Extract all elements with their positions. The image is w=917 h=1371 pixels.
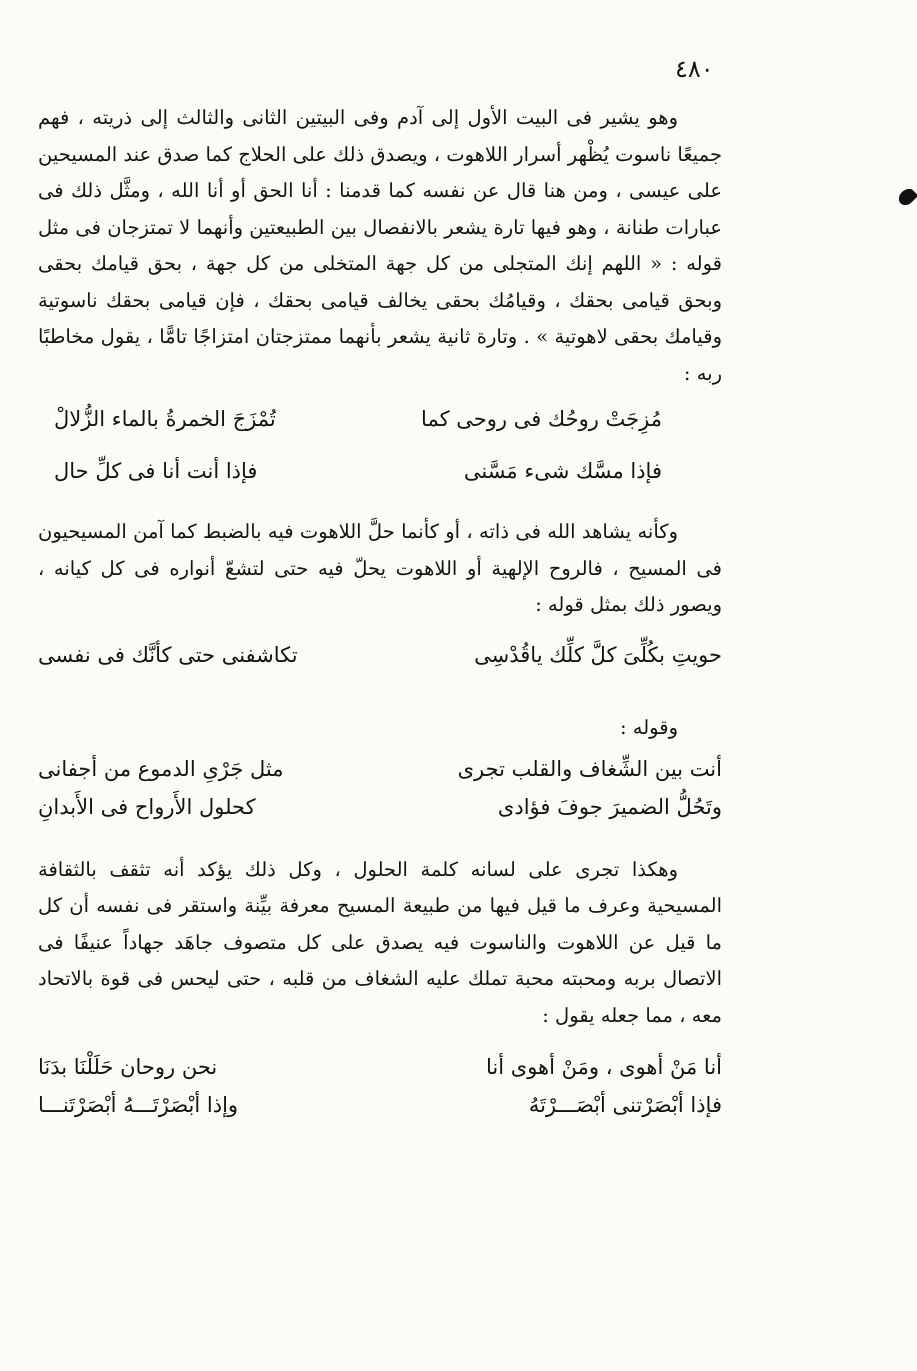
page-body [38,52,722,1128]
poem-1-verse-2 [38,456,722,508]
poem-3-verse-2 [38,792,722,830]
poem-4 [38,1052,722,1128]
margin-bullet-mark [896,186,917,209]
poem-4-verse-2 [38,1090,722,1128]
hemistich: كحلول الأَرواح فى الأَبدانِ [38,794,256,819]
hemistich: نحن روحان حَلَلْنَا بدَنَا [38,1055,218,1079]
hemistich: فإذا أبْصَرْتنى أبْصَـــرْتَهُ [528,1093,722,1117]
hemistich: أنت بين الشِّغاف والقلب تجرى [457,756,722,781]
poem-2-verse-1 [38,640,722,690]
hemistich: مثل جَرْىِ الدموع من أجفانى [38,756,284,781]
hemistich: وإذا أبْصَرْتَـــهُ أبْصَرْتَنـــا [38,1093,239,1117]
hemistich: مُزِجَتْ روحُك فى روحى كما [421,407,662,431]
hemistich: فإذا مسَّك شىء مَسَّنى [463,459,662,483]
poem-3 [38,754,722,830]
hemistich: وتَحُلُّ الضميرَ جوفَ فؤادى [497,794,722,819]
hemistich: فإذا أنت أنا فى كلِّ حال [54,459,258,483]
hemistich: تُمْزَجَ الخمرةُ بالماء الزُّلالْ [54,407,276,431]
poem-3-intro: وقوله : [620,715,678,739]
paragraph-2: وكأنه يشاهد الله فى ذاته ، أو كأنما حلَّ اللاهوت فيه بالضبط كما آمن المسيحيون فى المسيح ، فالروح الإلهية أو اللاهوت يحلّ فيه حتى لتشعّ أنواره فى كل كيانه ، ويصور ذلك بمثل قوله : [38,520,722,616]
poem-4-verse-1 [38,1052,722,1090]
poem-2 [38,640,722,690]
hemistich: أنا مَنْ أهوى ، ومَنْ أهوى أنا [486,1055,722,1079]
page-number: ٤٨٠ [675,55,714,83]
paragraph-4: وهكذا تجرى على لسانه كلمة الحلول ، وكل ذلك يؤكد أنه تثقف بالثقافة المسيحية وعرف ما قيل فيها من طبيعة المسيح معرفة بيِّنة واستقر فى نفسه أن كل ما قيل عن اللاهوت والناسوت فيه يصدق على كل متصوف جاهَد جهاداً عنيفًا فى الاتصال بربه ومحبته محبة تملك عليه الشغاف من قلبه ، حتى ليحس فى قوة بالاتحاد معه ، مما جعله يقول : [38,857,722,1027]
hemistich: تكاشفنى حتى كأنَّك فى نفسى [38,642,298,667]
hemistich: حويتِ بكُلِّىَ كلَّ كلِّك ياقُدْسِى [474,642,722,667]
poem-1-verse-1 [38,404,722,456]
poem-3-verse-1 [38,754,722,792]
poem-1 [38,404,722,508]
paragraph-1: وهو يشير فى البيت الأول إلى آدم وفى البيتين الثانى والثالث إلى ذريته ، فهم جميعًا ناسوت يُظْهر أسرار اللاهوت ، ويصدق ذلك على الحلاج كما صدق عند المسيحين على عيسى ، ومن هنا قال عن نفسه كما قدمنا : أنا الحق أو أنا الله ، ومثَّل ذلك فى عبارات طنانة ، وهو فيها تارة يشعر بالانفصال بين الطبيعتين وأنهما لا تمتزجان فى مثل قوله : « اللهم إنك المتجلى من كل جهة المتخلى من كل جهة ، بحق قيامك بحقى وبحق قيامى بحقك ، وقيامُك بحقى يخالف قيامى بحقك ، فإن قيامى بحقك ناسوتية وقيامك بحقى لاهوتية » . وتارة ثانية يشعر بأنهما ممتزجتان امتزاجًا تامًّا ، يقول مخاطبًا ربه : [38,106,722,385]
